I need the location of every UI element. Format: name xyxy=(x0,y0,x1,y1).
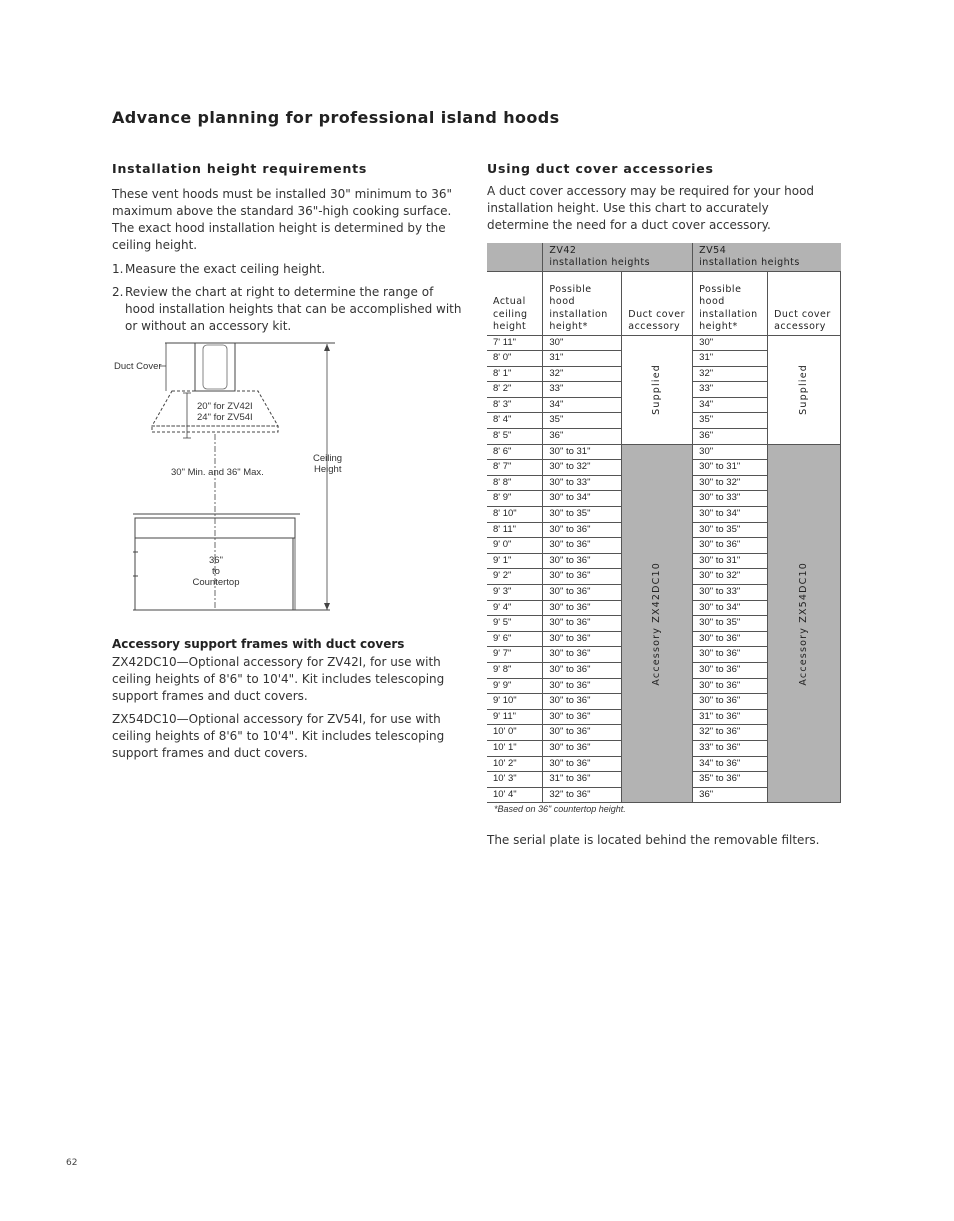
zv54-height-cell: 30" to 36" xyxy=(693,694,768,710)
zv42-height-cell: 30" to 36" xyxy=(543,678,622,694)
ceiling-height-cell: 8' 5" xyxy=(487,429,543,445)
zv54-height-cell: 30" to 35" xyxy=(693,616,768,632)
counter-label-3: Countertop xyxy=(192,577,240,588)
hood-size-label-1: 20" for ZV42I xyxy=(197,401,253,412)
zv54-height-cell: 30" to 34" xyxy=(693,600,768,616)
installation-section xyxy=(112,161,464,335)
ceiling-height-cell: 8' 2" xyxy=(487,382,543,398)
ceiling-height-cell: 9' 6" xyxy=(487,631,543,647)
zv54-height-cell: 36" xyxy=(693,429,768,445)
step-number: 2. xyxy=(112,285,124,299)
col-duct-zv42-header: Duct cover accessory xyxy=(622,271,693,335)
zv42-height-cell: 35" xyxy=(543,413,622,429)
ceiling-height-cell: 10' 2" xyxy=(487,756,543,772)
ceiling-height-cell: 8' 10" xyxy=(487,507,543,523)
zv54-height-cell: 33" xyxy=(693,382,768,398)
zv54-height-cell: 31" xyxy=(693,351,768,367)
zv54-height-cell: 30" to 36" xyxy=(693,538,768,554)
zv42-height-cell: 31" to 36" xyxy=(543,772,622,788)
zv42-height-cell: 30" to 36" xyxy=(543,631,622,647)
zv42-height-cell: 30" to 36" xyxy=(543,600,622,616)
duct-cover-heading: Using duct cover accessories xyxy=(487,161,714,176)
step-number: 1. xyxy=(112,262,124,276)
zv54-height-cell: 31" to 36" xyxy=(693,709,768,725)
zv54-height-cell: 30" to 36" xyxy=(693,631,768,647)
zv42-height-cell: 34" xyxy=(543,397,622,413)
ceiling-height-cell: 7' 11" xyxy=(487,335,543,351)
zv54-height-cell: 30" xyxy=(693,444,768,460)
zv42-height-cell: 30" to 36" xyxy=(543,585,622,601)
col-possible-zv54-header: Possible hood installation height* xyxy=(693,271,768,335)
ceiling-height-cell: 8' 1" xyxy=(487,366,543,382)
zv42-supplied-label: Supplied xyxy=(650,364,662,416)
hood-base-shape xyxy=(152,426,278,432)
zv54-height-cell: 32" xyxy=(693,366,768,382)
duct-cover-intro: A duct cover accessory may be required for your hood installation height. Use this chart to accurately determine the need for a duct cover accessory. xyxy=(487,184,815,232)
zv42-height-cell: 30" to 34" xyxy=(543,491,622,507)
ceiling-height-cell: 8' 0" xyxy=(487,351,543,367)
ceiling-height-cell: 8' 8" xyxy=(487,475,543,491)
hood-size-label-2: 24" for ZV54I xyxy=(197,412,253,423)
zv54-accessory-cell xyxy=(768,444,841,803)
zv42-height-cell: 30" to 36" xyxy=(543,647,622,663)
table-footnote: *Based on 36" countertop height. xyxy=(494,804,626,814)
serial-plate-note: The serial plate is located behind the removable filters. xyxy=(487,833,820,847)
zv54-height-cell: 34" xyxy=(693,397,768,413)
zv42-height-cell: 31" xyxy=(543,351,622,367)
zv54-height-cell: 32" to 36" xyxy=(693,725,768,741)
zv42-height-cell: 30" to 36" xyxy=(543,569,622,585)
zv54-group-header: ZV54 installation heights xyxy=(693,243,841,271)
duct-cover-label: Duct Cover xyxy=(114,361,162,372)
list-item xyxy=(112,284,464,335)
zv42-height-cell: 30" to 33" xyxy=(543,475,622,491)
zv42-height-cell: 30" to 36" xyxy=(543,553,622,569)
zv42-height-cell: 30" to 36" xyxy=(543,725,622,741)
duct-cover-shape xyxy=(195,343,235,391)
zv42-accessory-cell xyxy=(622,444,693,803)
ceiling-height-cell: 8' 4" xyxy=(487,413,543,429)
zv42-height-cell: 30" to 36" xyxy=(543,662,622,678)
ceiling-height-cell: 9' 9" xyxy=(487,678,543,694)
col-possible-zv42-header: Possible hood installation height* xyxy=(543,271,622,335)
zv54-height-cell: 33" to 36" xyxy=(693,740,768,756)
ceiling-height-cell: 9' 1" xyxy=(487,553,543,569)
ceiling-height-cell: 9' 0" xyxy=(487,538,543,554)
ceiling-height-cell: 8' 11" xyxy=(487,522,543,538)
zv54-height-cell: 30" to 32" xyxy=(693,569,768,585)
zv54-height-cell: 30" to 33" xyxy=(693,585,768,601)
hood-diagram xyxy=(110,338,350,616)
zv54-height-cell: 30" xyxy=(693,335,768,351)
ceiling-height-cell: 8' 6" xyxy=(487,444,543,460)
ceiling-height-cell: 8' 7" xyxy=(487,460,543,476)
ceiling-height-cell: 9' 7" xyxy=(487,647,543,663)
zv54-height-cell: 30" to 36" xyxy=(693,647,768,663)
zv54-height-cell: 30" to 31" xyxy=(693,460,768,476)
zv42-height-cell: 30" to 31" xyxy=(543,444,622,460)
zv54-supplied-label: Supplied xyxy=(797,364,809,416)
zv54-height-cell: 30" to 33" xyxy=(693,491,768,507)
zv54-height-cell: 30" to 34" xyxy=(693,507,768,523)
zv54-height-cell: 36" xyxy=(693,787,768,803)
accessory-heading: Accessory support frames with duct covers xyxy=(112,637,405,651)
ceiling-height-cell: 9' 4" xyxy=(487,600,543,616)
installation-heading: Installation height requirements xyxy=(112,161,368,176)
accessory-section xyxy=(112,636,464,762)
page-title: Advance planning for professional island hoods xyxy=(112,108,560,127)
zv54-height-cell: 34" to 36" xyxy=(693,756,768,772)
zv54-height-cell: 30" to 31" xyxy=(693,553,768,569)
ceiling-height-cell: 10' 1" xyxy=(487,740,543,756)
ceiling-label-2: Height xyxy=(314,464,342,475)
ceiling-height-cell: 8' 3" xyxy=(487,397,543,413)
installation-intro: These vent hoods must be installed 30" minimum to 36" maximum above the standard 36"-high cooking surface. The exact hood installation height is determined by the ceiling height. xyxy=(112,187,452,252)
duct-cover-section xyxy=(487,161,817,234)
zv42-height-cell: 32" xyxy=(543,366,622,382)
table-column-header-row xyxy=(487,271,841,335)
ceiling-label-1: Ceiling xyxy=(313,453,343,464)
accessory-zx42-text: ZX42DC10—Optional accessory for ZV42I, for use with ceiling heights of 8'6" to 10'4". Kit includes telescoping support frames and duct covers. xyxy=(112,655,445,703)
ceiling-height-cell: 9' 5" xyxy=(487,616,543,632)
ceiling-height-cell: 8' 9" xyxy=(487,491,543,507)
installation-heights-table xyxy=(487,243,841,803)
zv42-height-cell: 30" to 36" xyxy=(543,538,622,554)
zv42-height-cell: 33" xyxy=(543,382,622,398)
ceiling-height-cell: 10' 0" xyxy=(487,725,543,741)
counter-label-2: to xyxy=(212,566,220,577)
zv42-group-header: ZV42 installation heights xyxy=(543,243,693,271)
zv42-height-cell: 30" to 36" xyxy=(543,740,622,756)
table-group-header-row xyxy=(487,243,841,271)
zv54-accessory-label: Accessory ZX54DC10 xyxy=(797,561,809,686)
zv54-height-cell: 35" to 36" xyxy=(693,772,768,788)
zv42-height-cell: 30" to 36" xyxy=(543,522,622,538)
ceiling-height-cell: 9' 3" xyxy=(487,585,543,601)
zv42-height-cell: 32" to 36" xyxy=(543,787,622,803)
zv42-height-cell: 30" to 35" xyxy=(543,507,622,523)
page-number: 62 xyxy=(66,1158,78,1168)
min-max-label: 30" Min. and 36" Max. xyxy=(171,467,264,478)
table-body xyxy=(487,335,841,803)
step-text: Measure the exact ceiling height. xyxy=(125,262,326,276)
table-row xyxy=(487,444,841,460)
steps-list xyxy=(112,261,464,335)
accessory-zx54-text: ZX54DC10—Optional accessory for ZV54I, for use with ceiling heights of 8'6" to 10'4". Kit includes telescoping support frames and duct covers. xyxy=(112,712,445,760)
zv42-height-cell: 30" to 36" xyxy=(543,756,622,772)
zv42-height-cell: 30" to 32" xyxy=(543,460,622,476)
ceiling-height-cell: 10' 4" xyxy=(487,787,543,803)
step-text: Review the chart at right to determine the range of hood installation heights that can be accomplished with or without an accessory kit. xyxy=(125,285,462,333)
ceiling-height-cell: 9' 11" xyxy=(487,709,543,725)
ceiling-height-cell: 10' 3" xyxy=(487,772,543,788)
zv42-supplied-cell xyxy=(622,335,693,444)
zv42-height-cell: 30" xyxy=(543,335,622,351)
col-duct-zv54-header: Duct cover accessory xyxy=(768,271,841,335)
zv42-height-cell: 30" to 36" xyxy=(543,709,622,725)
zv54-supplied-cell xyxy=(768,335,841,444)
zv54-height-cell: 30" to 35" xyxy=(693,522,768,538)
counter-label-1: 36" xyxy=(209,555,223,566)
ceiling-height-cell: 9' 2" xyxy=(487,569,543,585)
zv42-accessory-label: Accessory ZX42DC10 xyxy=(650,561,662,686)
zv54-height-cell: 30" to 36" xyxy=(693,662,768,678)
ceiling-height-cell: 9' 10" xyxy=(487,694,543,710)
zv42-height-cell: 36" xyxy=(543,429,622,445)
zv42-height-cell: 30" to 36" xyxy=(543,694,622,710)
zv54-height-cell: 35" xyxy=(693,413,768,429)
list-item xyxy=(112,261,464,278)
zv42-height-cell: 30" to 36" xyxy=(543,616,622,632)
col-actual-header: Actual ceiling height xyxy=(487,271,543,335)
ceiling-height-cell: 9' 8" xyxy=(487,662,543,678)
zv54-height-cell: 30" to 36" xyxy=(693,678,768,694)
zv54-height-cell: 30" to 32" xyxy=(693,475,768,491)
table-row xyxy=(487,335,841,351)
